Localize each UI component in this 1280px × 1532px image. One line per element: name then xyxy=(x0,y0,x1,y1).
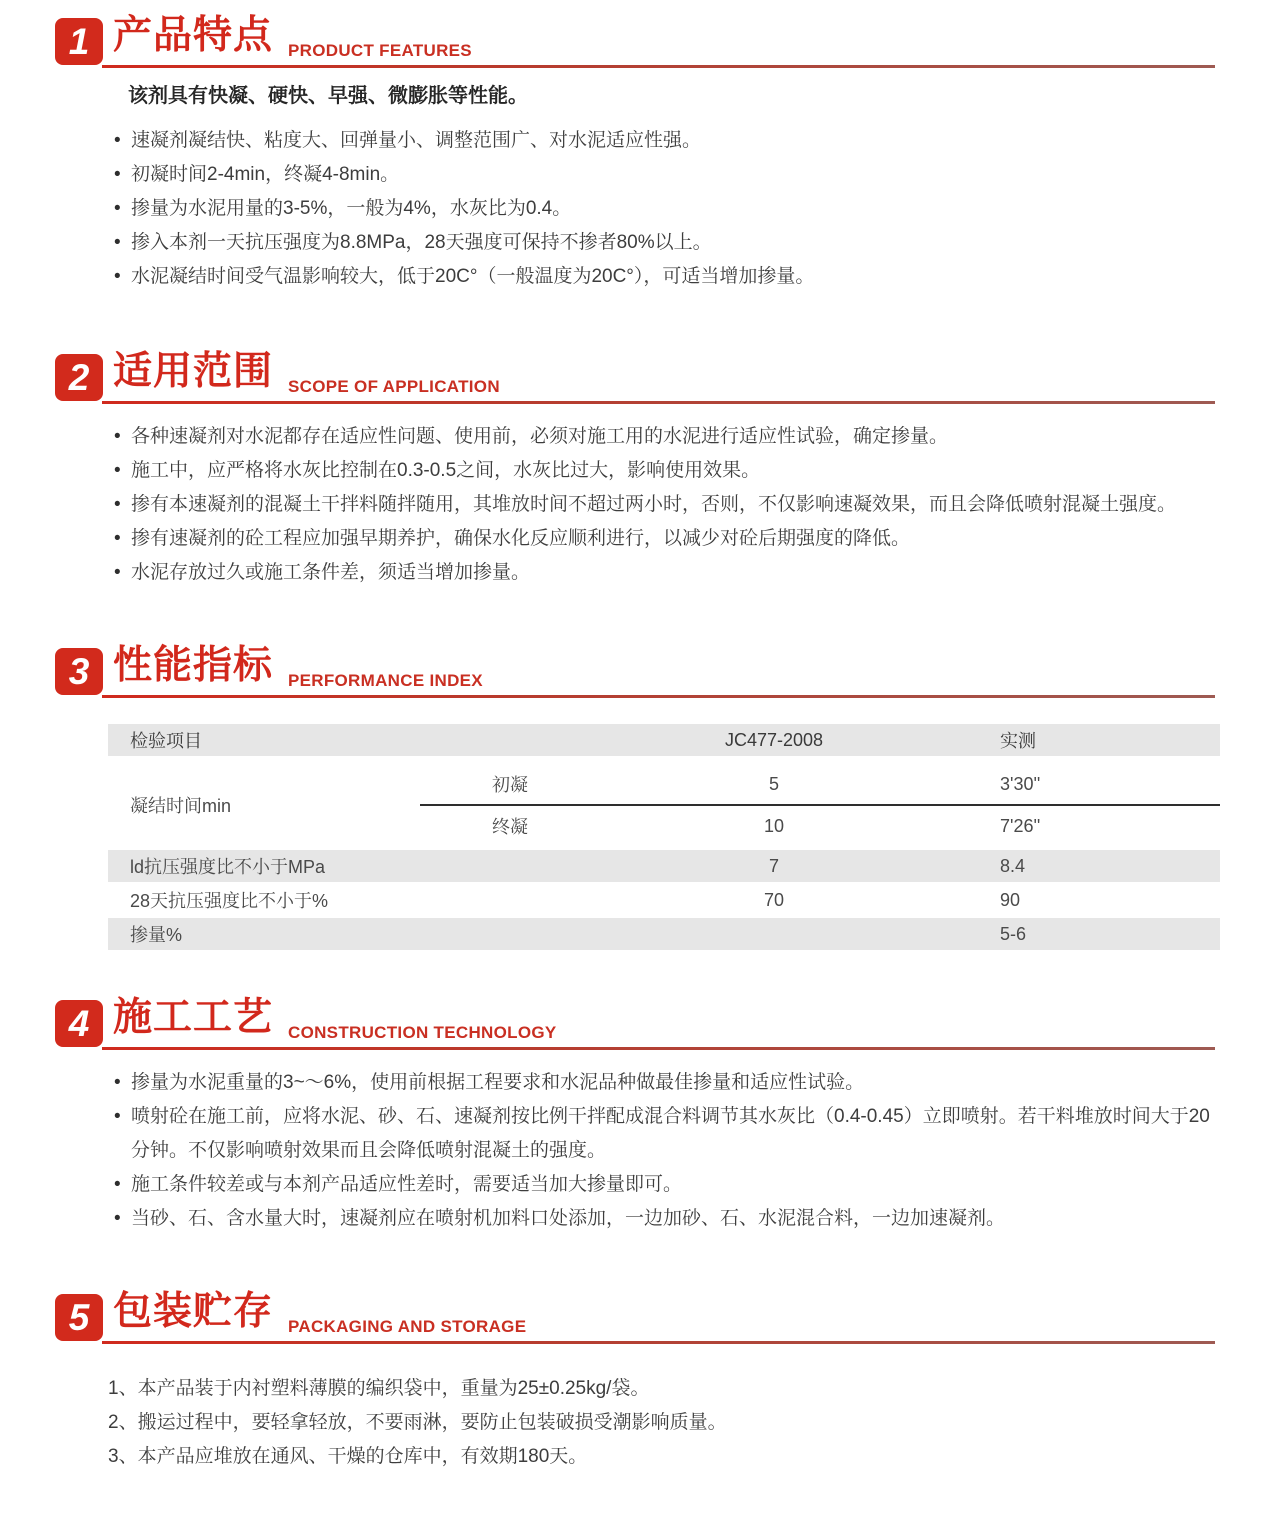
section-4-subtitle: CONSTRUCTION TECHNOLOGY xyxy=(288,1023,557,1042)
section-5-header xyxy=(55,1290,1215,1344)
bullet-item: • 初凝时间2-4min，终凝4-8min。 xyxy=(112,158,1220,192)
section-underline xyxy=(102,695,1215,698)
section-3-header xyxy=(55,644,1215,698)
bullet-item: • 掺量为水泥重量的3~～6%，使用前根据工程要求和水泥品种做最佳掺量和适应性试验。 xyxy=(112,1066,1220,1100)
bullet-item: • 施工条件较差或与本剂产品适应性差时，需要适当加大掺量即可。 xyxy=(112,1168,1220,1202)
bullet-item: • 各种速凝剂对水泥都存在适应性问题、使用前，必须对施工用的水泥进行适应性试验，确定掺量。 xyxy=(112,420,1220,454)
section-2-subtitle: SCOPE OF APPLICATION xyxy=(288,377,500,396)
section-3-subtitle: PERFORMANCE INDEX xyxy=(288,671,483,690)
section-1-title: 产品特点 xyxy=(113,14,274,57)
cell-item: 掺量% xyxy=(130,925,183,945)
setting-time-subrows xyxy=(420,764,1220,846)
cell-measured: 8.4 xyxy=(1000,855,1026,876)
section-underline xyxy=(102,401,1215,404)
cell-standard: 70 xyxy=(763,889,785,910)
section-underline xyxy=(102,1047,1215,1050)
cell-standard: 10 xyxy=(763,815,785,836)
section-number: 3 xyxy=(68,650,90,692)
list-item: 2、搬运过程中，要轻拿轻放，不要雨淋，要防止包装破损受潮影响质量。 xyxy=(108,1412,727,1433)
cell-item: 28天抗压强度比不小于% xyxy=(130,891,329,911)
setting-time-row-group xyxy=(108,764,1220,846)
section-3-number-badge xyxy=(55,648,103,695)
section-packaging-storage xyxy=(0,1290,1280,1474)
section-5-number-badge xyxy=(55,1294,103,1341)
cell-standard: 7 xyxy=(768,855,779,876)
section-4-number-badge xyxy=(55,1000,103,1047)
section-5-title: 包装贮存 xyxy=(113,1290,274,1333)
table-row xyxy=(108,884,1220,916)
col-header-measured: 实测 xyxy=(1000,731,1036,751)
list-item: 3、本产品应堆放在通风、干燥的仓库中，有效期180天。 xyxy=(108,1446,588,1467)
cell-measured: 7'26'' xyxy=(1000,815,1041,836)
section-1-header xyxy=(55,14,1215,68)
section-1-number-badge xyxy=(55,18,103,65)
bullet-item: • 速凝剂凝结快、粘度大、回弹量小、调整范围广、对水泥适应性强。 xyxy=(112,124,1220,158)
section-5-subtitle: PACKAGING AND STORAGE xyxy=(288,1317,527,1336)
bullet-item: • 水泥存放过久或施工条件差，须适当增加掺量。 xyxy=(112,556,1220,590)
cell-item: ld抗压强度比不小于MPa xyxy=(130,857,326,877)
performance-table xyxy=(108,724,1220,950)
bullet-item: • 喷射砼在施工前，应将水泥、砂、石、速凝剂按比例干拌配成混合料调节其水灰比（0.4-0.45）立即喷射。若干料堆放时间大于20分钟。不仅影响喷射效果而且会降低喷射混凝土的强度。 xyxy=(112,1100,1220,1168)
col-header-standard: JC477-2008 xyxy=(724,729,824,750)
bullet-item: • 水泥凝结时间受气温影响较大，低于20C°（一般温度为20C°），可适当增加掺量。 xyxy=(112,260,1220,294)
section-underline xyxy=(102,1341,1215,1344)
section-2-header xyxy=(55,350,1215,404)
section-number: 5 xyxy=(68,1296,90,1338)
section-scope-of-application xyxy=(0,350,1280,590)
section-product-features xyxy=(0,14,1280,294)
table-row xyxy=(420,764,1220,806)
section-construction-technology xyxy=(0,996,1280,1236)
bullet-item: • 当砂、石、含水量大时，速凝剂应在喷射机加料口处添加，一边加砂、石、水泥混合料，一边加速凝剂。 xyxy=(112,1202,1220,1236)
section-2-title: 适用范围 xyxy=(113,350,274,393)
table-header-row xyxy=(108,724,1220,756)
list-item: 1、本产品装于内衬塑料薄膜的编织袋中，重量为25±0.25kg/袋。 xyxy=(108,1378,650,1399)
section-1-subtitle: PRODUCT FEATURES xyxy=(288,41,472,60)
features-bullet-list xyxy=(112,124,1220,294)
cell-measured: 5-6 xyxy=(1000,923,1027,944)
cell-sub: 终凝 xyxy=(492,817,528,837)
section-3-title: 性能指标 xyxy=(113,644,274,687)
cell-measured: 90 xyxy=(1000,889,1021,910)
features-intro-line: 该剂具有快凝、硬快、早强、微膨胀等性能。 xyxy=(128,85,528,107)
table-row xyxy=(108,850,1220,882)
col-header-item: 检验项目 xyxy=(130,731,202,751)
cell-sub: 初凝 xyxy=(492,775,528,795)
packaging-numbered-list xyxy=(108,1372,1220,1474)
section-performance-index xyxy=(0,644,1280,950)
construction-bullet-list xyxy=(112,1066,1220,1236)
row-label: 凝结时间min xyxy=(130,796,232,816)
bullet-item: • 施工中，应严格将水灰比控制在0.3-0.5之间，水灰比过大，影响使用效果。 xyxy=(112,454,1220,488)
bullet-item: • 掺有速凝剂的砼工程应加强早期养护，确保水化反应顺利进行，以减少对砼后期强度的降低。 xyxy=(112,522,1220,556)
section-number: 2 xyxy=(68,356,90,398)
table-row xyxy=(108,918,1220,950)
bullet-item: • 掺有本速凝剂的混凝土干拌料随拌随用，其堆放时间不超过两小时，否则，不仅影响速凝效果，而且会降低喷射混凝土强度。 xyxy=(112,488,1220,522)
section-number: 1 xyxy=(68,20,90,62)
section-number: 4 xyxy=(68,1002,90,1044)
section-4-title: 施工工艺 xyxy=(113,996,274,1039)
section-underline xyxy=(102,65,1215,68)
bullet-item: • 掺入本剂一天抗压强度为8.8MPa，28天强度可保持不掺者80%以上。 xyxy=(112,226,1220,260)
cell-measured: 3'30'' xyxy=(1000,773,1041,794)
section-4-header xyxy=(55,996,1215,1050)
section-2-number-badge xyxy=(55,354,103,401)
cell-standard: 5 xyxy=(768,773,779,794)
bullet-item: • 掺量为水泥用量的3-5%，一般为4%，水灰比为0.4。 xyxy=(112,192,1220,226)
table-row xyxy=(420,806,1220,846)
scope-bullet-list xyxy=(112,420,1220,590)
